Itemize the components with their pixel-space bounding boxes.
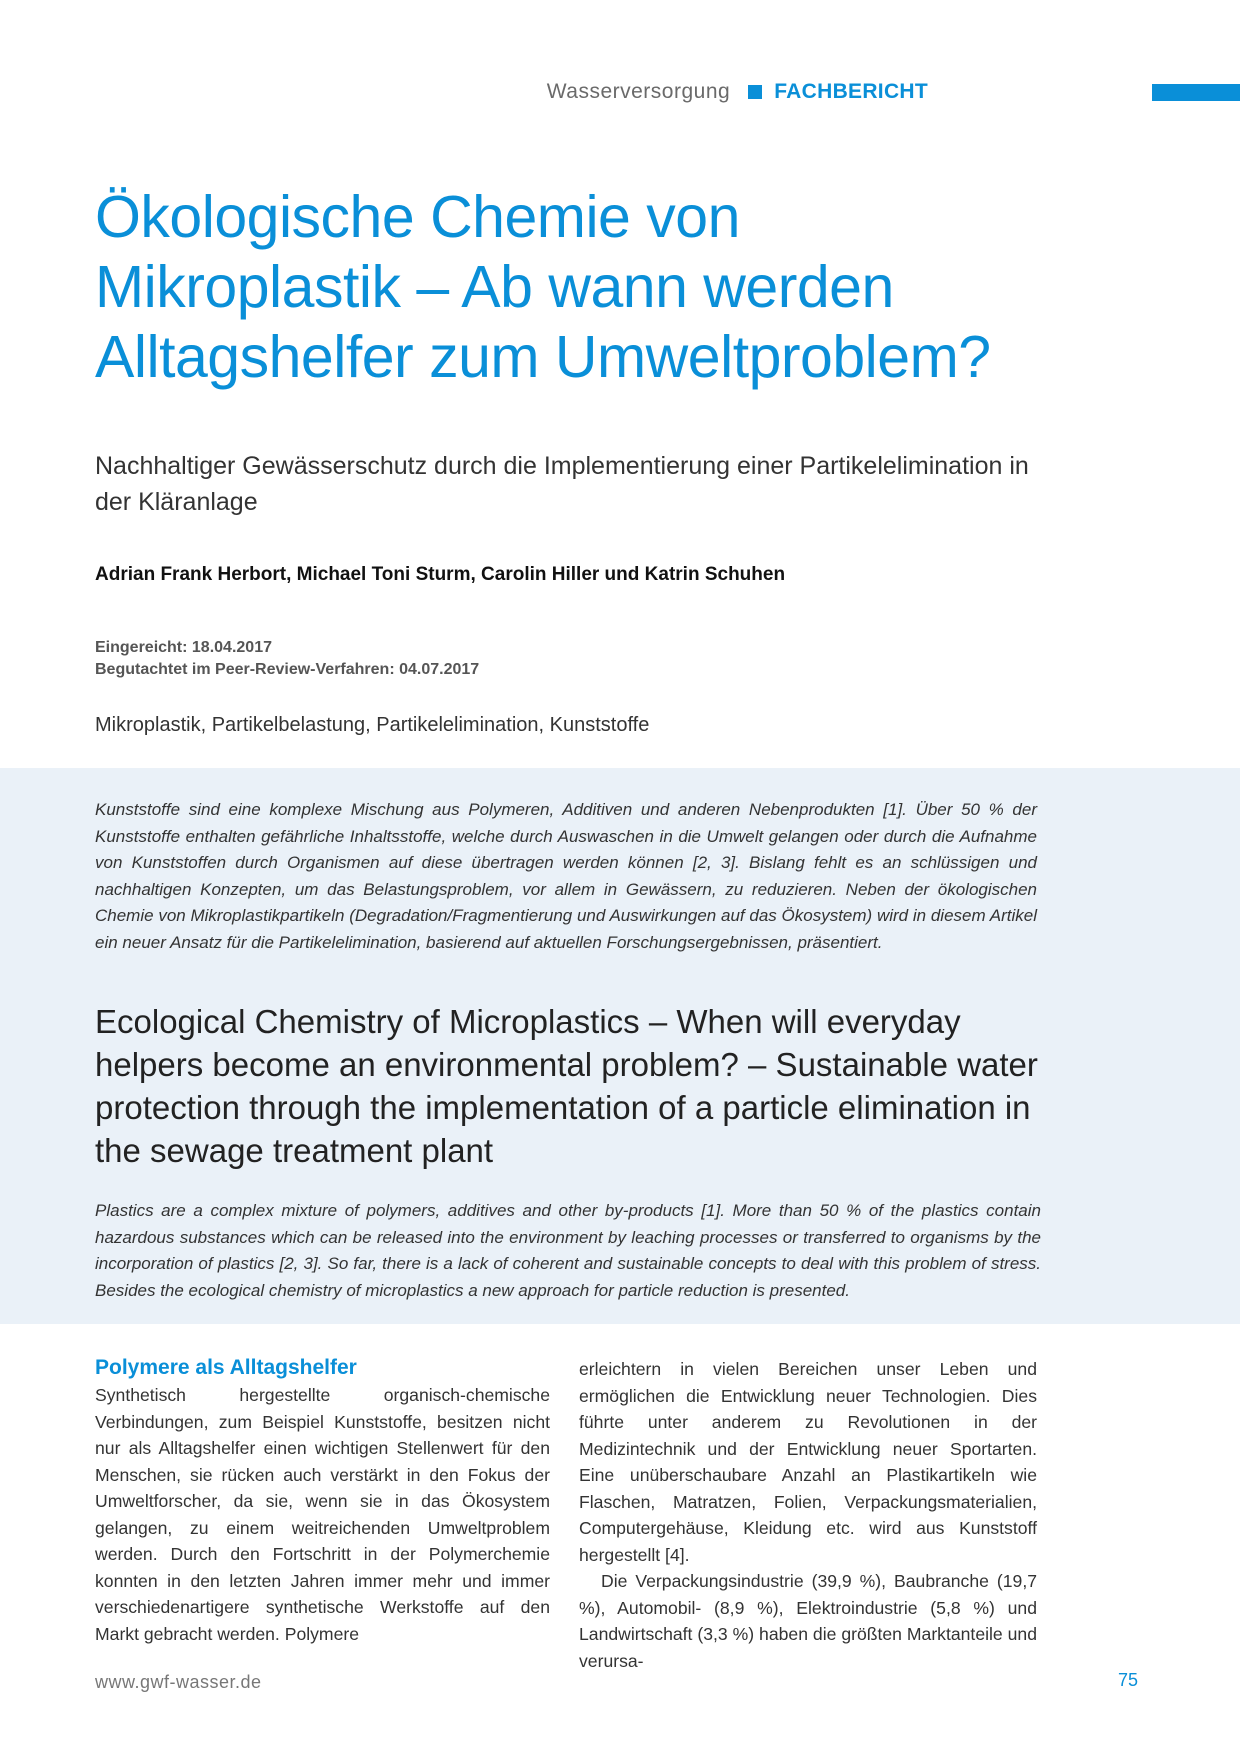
title-line-3: Alltagshelfer zum Umweltproblem? — [95, 324, 991, 390]
peer-review-date: Begutachtet im Peer-Review-Verfahren: 04.07.2017 — [95, 661, 480, 678]
header-accent-bar — [1152, 84, 1240, 101]
header-square-marker — [748, 85, 762, 99]
article-authors: Adrian Frank Herbort, Michael Toni Sturm, Carolin Hiller und Katrin Schuhen — [95, 564, 786, 585]
body-column-left — [95, 1354, 550, 1647]
footer-url: www.gwf-wasser.de — [95, 1672, 262, 1692]
body-paragraph: Die Verpackungsindustrie (39,9 %), Baubranche (19,7 %), Automobil- (8,9 %), Elektroindustrie (5,8 %) und Landwirtschaft (3,3 %) haben die größten Marktanteile und verursa- — [579, 1571, 1037, 1671]
article-title — [95, 182, 1055, 392]
submission-date: Eingereicht: 18.04.2017 — [95, 639, 272, 656]
running-header — [547, 80, 928, 104]
body-column-right — [579, 1356, 1037, 1674]
title-line-2: Mikroplastik – Ab wann werden — [95, 254, 894, 320]
body-paragraph: Synthetisch hergestellte organisch-chemische Verbindungen, zum Beispiel Kunststoffe, besitzen nicht nur als Alltagshelfer einen wichtigen Stellenwert für den Menschen, sie rücken auch verstärkt in den Fokus der Umweltforscher, da sie, wenn sie in das Ökosystem gelangen, zu einem weitreichenden Umweltproblem werden. Durch den Fortschritt in der Polymerchemie konnten in den letzten Jahren immer mehr und immer verschiedenartigere synthetische Werkstoffe auf den Markt gebracht werden. Polymere — [95, 1385, 550, 1644]
header-category-label: FACHBERICHT — [774, 80, 928, 103]
page-number: 75 — [1118, 1670, 1139, 1690]
title-line-1: Ökologische Chemie von — [95, 184, 740, 250]
article-subtitle: Nachhaltiger Gewässerschutz durch die Implementierung einer Partikelelimination in der Kläranlage — [95, 452, 1029, 516]
english-title: Ecological Chemistry of Microplastics – When will everyday helpers become an environmental problem? – Sustainable water protection through the implementation of a particle elimination in the sewage treatment plant — [95, 1003, 1038, 1169]
abstract-english: Plastics are a complex mixture of polymers, additives and other by-products [1]. More than 50 % of the plastics contain hazardous substances which can be released into the environment by leaching processes or transferred to organisms by the incorporation of plastics [2, 3]. So far, there is a lack of coherent and sustainable concepts to deal with this problem of stress. Besides the ecological chemistry of microplastics a new approach for particle reduction is presented. — [95, 1201, 1041, 1300]
header-section-label: Wasserversorgung — [546, 80, 731, 103]
keywords: Mikroplastik, Partikelbelastung, Partikelelimination, Kunststoffe — [95, 714, 650, 736]
section-heading: Polymere als Alltagshelfer — [95, 1356, 357, 1379]
abstract-german: Kunststoffe sind eine komplexe Mischung aus Polymeren, Additiven und anderen Nebenprodukten [1]. Über 50 % der Kunststoffe enthalten gefährliche Inhaltsstoffe, welche durch Auswaschen in die Umwelt gelangen oder durch die Aufnahme von Kunststoffen durch Organismen auf diese übertragen werden können [2, 3]. Bislang fehlt es an schlüssigen und nachhaltigen Konzepten, um das Belastungsproblem, vor allem in Gewässern, zu reduzieren. Neben der ökologischen Chemie von Mikroplastikpartikeln (Degradation/Fragmentierung und Auswirkungen auf das Ökosystem) wird in diesem Artikel ein neuer Ansatz für die Partikelelimination, basierend auf aktuellen Forschungsergebnissen, präsentiert. — [95, 800, 1037, 952]
body-paragraph: erleichtern in vielen Bereichen unser Leben und ermöglichen die Entwicklung neuer Technologien. Dies führte unter anderem zu Revolutionen in der Medizintechnik und der Entwicklung neuer Sportarten. Eine unüberschaubare Anzahl an Plastikartikeln wie Flaschen, Matratzen, Folien, Verpackungsmaterialien, Computergehäuse, Kleidung etc. wird aus Kunststoff hergestellt [4]. — [579, 1359, 1037, 1565]
